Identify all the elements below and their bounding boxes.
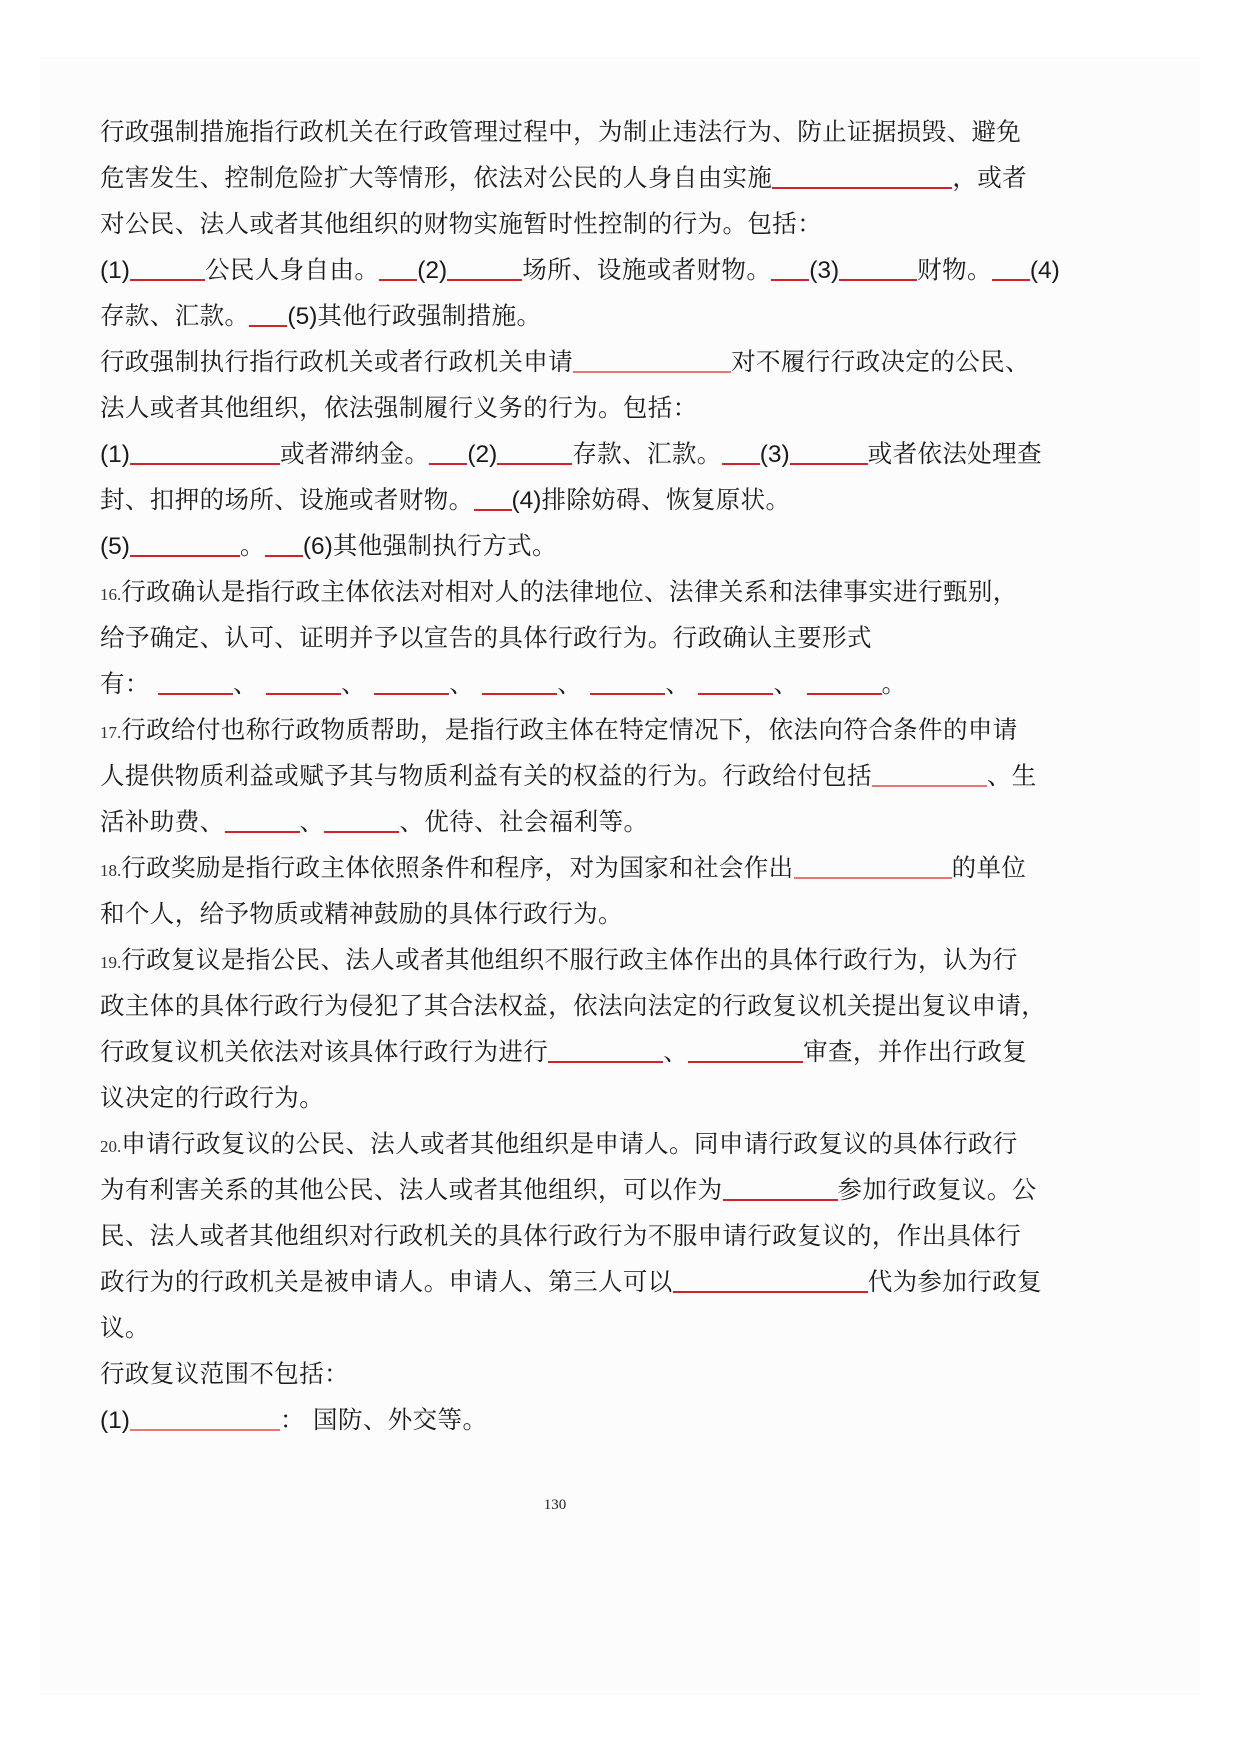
question-number: 16. xyxy=(100,585,122,604)
text-line xyxy=(100,1170,1037,1210)
item-number: (5) xyxy=(287,303,318,330)
text-line xyxy=(100,1216,1021,1256)
fill-in-blank[interactable] xyxy=(573,370,731,373)
text-line xyxy=(100,618,872,658)
fill-in-blank[interactable] xyxy=(771,278,809,281)
fill-in-blank[interactable] xyxy=(722,462,760,465)
text-line xyxy=(100,1308,150,1348)
item-number: (6) xyxy=(302,533,333,560)
item-number: (2) xyxy=(467,441,498,468)
text-line xyxy=(100,710,1018,750)
text-line xyxy=(100,158,1027,198)
text-line xyxy=(100,112,1022,152)
text-segment: 参加行政复议。公 xyxy=(837,1175,1037,1204)
text-segment: 存款、汇款。 xyxy=(572,439,722,468)
text-segment: 有： xyxy=(100,669,158,698)
text-segment: 行政强制措施指行政机关在行政管理过程中，为制止违法行为、防止证据损毁、避免 xyxy=(100,117,1022,146)
item-number: (3) xyxy=(759,441,790,468)
text-segment: 、 xyxy=(663,1037,689,1066)
fill-in-blank[interactable] xyxy=(474,508,512,511)
fill-in-blank[interactable] xyxy=(130,278,205,281)
text-segment: 。 xyxy=(239,531,265,560)
text-line xyxy=(100,1124,1018,1164)
text-line xyxy=(100,204,822,244)
text-segment: 行政给付也称行政物质帮助，是指行政主体在特定情况下，依法向符合条件的申请 xyxy=(121,715,1018,744)
question-number: 17. xyxy=(100,723,122,742)
text-line xyxy=(100,388,698,428)
text-line xyxy=(100,342,1030,382)
text-line xyxy=(100,848,1026,888)
fill-in-blank[interactable] xyxy=(772,186,952,189)
text-line xyxy=(100,664,906,704)
fill-in-blank[interactable] xyxy=(374,692,449,695)
text-segment: ： 国防、外交等。 xyxy=(279,1405,488,1434)
fill-in-blank[interactable] xyxy=(839,278,917,281)
text-line xyxy=(100,296,541,336)
fill-in-blank[interactable] xyxy=(497,462,572,465)
item-number: (1) xyxy=(100,257,130,284)
text-segment: 政主体的具体行政行为侵犯了其合法权益，依法向法定的行政复议机关提出复议申请， xyxy=(100,991,1047,1020)
text-segment: 议决定的行政行为。 xyxy=(100,1083,325,1112)
fill-in-blank[interactable] xyxy=(807,692,882,695)
text-segment: 排除妨碍、恢复原状。 xyxy=(541,485,791,514)
item-number: (1) xyxy=(100,441,130,468)
question-number: 20. xyxy=(100,1137,122,1156)
text-segment: 、 xyxy=(449,669,483,698)
text-segment: 存款、汇款。 xyxy=(100,301,250,330)
text-segment: 公民人身自由。 xyxy=(204,255,380,284)
fill-in-blank[interactable] xyxy=(379,278,417,281)
text-segment: 给予确定、认可、证明并予以宣告的具体行政行为。行政确认主要形式 xyxy=(100,623,872,652)
fill-in-blank[interactable] xyxy=(794,876,952,879)
text-segment: 、 xyxy=(341,669,375,698)
text-line xyxy=(100,480,790,520)
text-line xyxy=(100,894,623,934)
text-line xyxy=(100,1400,487,1440)
fill-in-blank[interactable] xyxy=(590,692,665,695)
fill-in-blank[interactable] xyxy=(723,1198,838,1201)
fill-in-blank[interactable] xyxy=(872,784,987,787)
fill-in-blank[interactable] xyxy=(673,1290,868,1293)
text-segment: 行政奖励是指行政主体依照条件和程序，对为国家和社会作出 xyxy=(121,853,794,882)
text-line xyxy=(100,940,1018,980)
text-segment: 行政确认是指行政主体依法对相对人的法律地位、法律关系和法律事实进行甄别， xyxy=(121,577,1018,606)
fill-in-blank[interactable] xyxy=(266,692,341,695)
text-line xyxy=(100,802,648,842)
text-segment: 、 xyxy=(557,669,591,698)
text-segment: 或者滞纳金。 xyxy=(279,439,430,468)
fill-in-blank[interactable] xyxy=(130,462,280,465)
text-segment: 危害发生、控制危险扩大等情形，依法对公民的人身自由实施 xyxy=(100,163,773,192)
text-segment: 对不履行行政决定的公民、 xyxy=(731,347,1030,376)
text-segment: 民、法人或者其他组织对行政机关的具体行政行为不服申请行政复议的，作出具体行 xyxy=(100,1221,1022,1250)
item-number: (5) xyxy=(100,533,130,560)
text-segment: 、 xyxy=(299,807,325,836)
fill-in-blank[interactable] xyxy=(158,692,233,695)
text-segment: 对公民、法人或者其他组织的财物实施暂时性控制的行为。包括： xyxy=(100,209,823,238)
text-segment: 。 xyxy=(881,669,907,698)
text-segment: 其他强制执行方式。 xyxy=(332,531,557,560)
text-segment: 和个人，给予物质或精神鼓励的具体行政行为。 xyxy=(100,899,623,928)
text-segment: 审查，并作出行政复 xyxy=(803,1037,1028,1066)
text-segment: 议。 xyxy=(100,1313,150,1342)
fill-in-blank[interactable] xyxy=(130,554,240,557)
text-segment: 财物。 xyxy=(917,255,992,284)
question-number: 19. xyxy=(100,953,122,972)
question-number: 18. xyxy=(100,861,122,880)
text-segment: 、 xyxy=(773,669,807,698)
fill-in-blank[interactable] xyxy=(265,554,303,557)
fill-in-blank[interactable] xyxy=(130,1428,280,1431)
item-number: (3) xyxy=(809,257,840,284)
text-segment: 行政复议机关依法对该具体行政行为进行 xyxy=(100,1037,549,1066)
fill-in-blank[interactable] xyxy=(548,1060,663,1063)
text-segment: 、生 xyxy=(986,761,1037,790)
text-line xyxy=(100,1262,1042,1302)
item-number: (2) xyxy=(417,257,448,284)
fill-in-blank[interactable] xyxy=(225,830,300,833)
item-number: (1) xyxy=(100,1407,130,1434)
text-line xyxy=(100,986,1046,1026)
text-segment: 政行为的行政机关是被申请人。申请人、第三人可以 xyxy=(100,1267,673,1296)
text-segment: 人提供物质利益或赋予其与物质利益有关的权益的行为。行政给付包括 xyxy=(100,761,872,790)
text-segment: ，或者 xyxy=(952,163,1028,192)
text-segment: 代为参加行政复 xyxy=(867,1267,1043,1296)
text-segment: 法人或者其他组织，依法强制履行义务的行为。包括： xyxy=(100,393,698,422)
text-line xyxy=(100,1354,349,1394)
text-line xyxy=(100,1078,324,1118)
text-line xyxy=(100,756,1037,796)
text-line xyxy=(100,250,1060,290)
text-segment: 申请行政复议的公民、法人或者其他组织是申请人。同申请行政复议的具体行政行 xyxy=(121,1129,1018,1158)
text-line xyxy=(100,572,1018,612)
text-segment: 行政复议范围不包括： xyxy=(100,1359,349,1388)
text-segment: 、优待、社会福利等。 xyxy=(399,807,649,836)
fill-in-blank[interactable] xyxy=(790,462,868,465)
item-number: (4) xyxy=(1029,257,1060,284)
text-segment: 或者依法处理查 xyxy=(867,439,1042,468)
text-line xyxy=(100,434,1042,474)
fill-in-blank[interactable] xyxy=(324,830,399,833)
fill-in-blank[interactable] xyxy=(688,1060,803,1063)
text-segment: 的单位 xyxy=(951,853,1027,882)
text-line xyxy=(100,526,557,566)
page-number: 130 xyxy=(543,1497,567,1513)
text-segment: 活补助费、 xyxy=(100,807,225,836)
text-segment: 、 xyxy=(665,669,699,698)
text-segment: 、 xyxy=(233,669,267,698)
fill-in-blank[interactable] xyxy=(447,278,522,281)
text-line xyxy=(100,1032,1027,1072)
text-segment: 行政强制执行指行政机关或者行政机关申请 xyxy=(100,347,574,376)
fill-in-blank[interactable] xyxy=(698,692,773,695)
text-segment: 场所、设施或者财物。 xyxy=(522,255,772,284)
text-segment: 行政复议是指公民、法人或者其他组织不服行政主体作出的具体行政行为，认为行 xyxy=(121,945,1018,974)
item-number: (4) xyxy=(511,487,542,514)
fill-in-blank[interactable] xyxy=(249,324,287,327)
text-segment: 为有利害关系的其他公民、法人或者其他组织，可以作为 xyxy=(100,1175,723,1204)
text-segment: 其他行政强制措施。 xyxy=(317,301,542,330)
fill-in-blank[interactable] xyxy=(482,692,557,695)
text-segment: 封、扣押的场所、设施或者财物。 xyxy=(100,485,474,514)
fill-in-blank[interactable] xyxy=(992,278,1030,281)
fill-in-blank[interactable] xyxy=(429,462,467,465)
